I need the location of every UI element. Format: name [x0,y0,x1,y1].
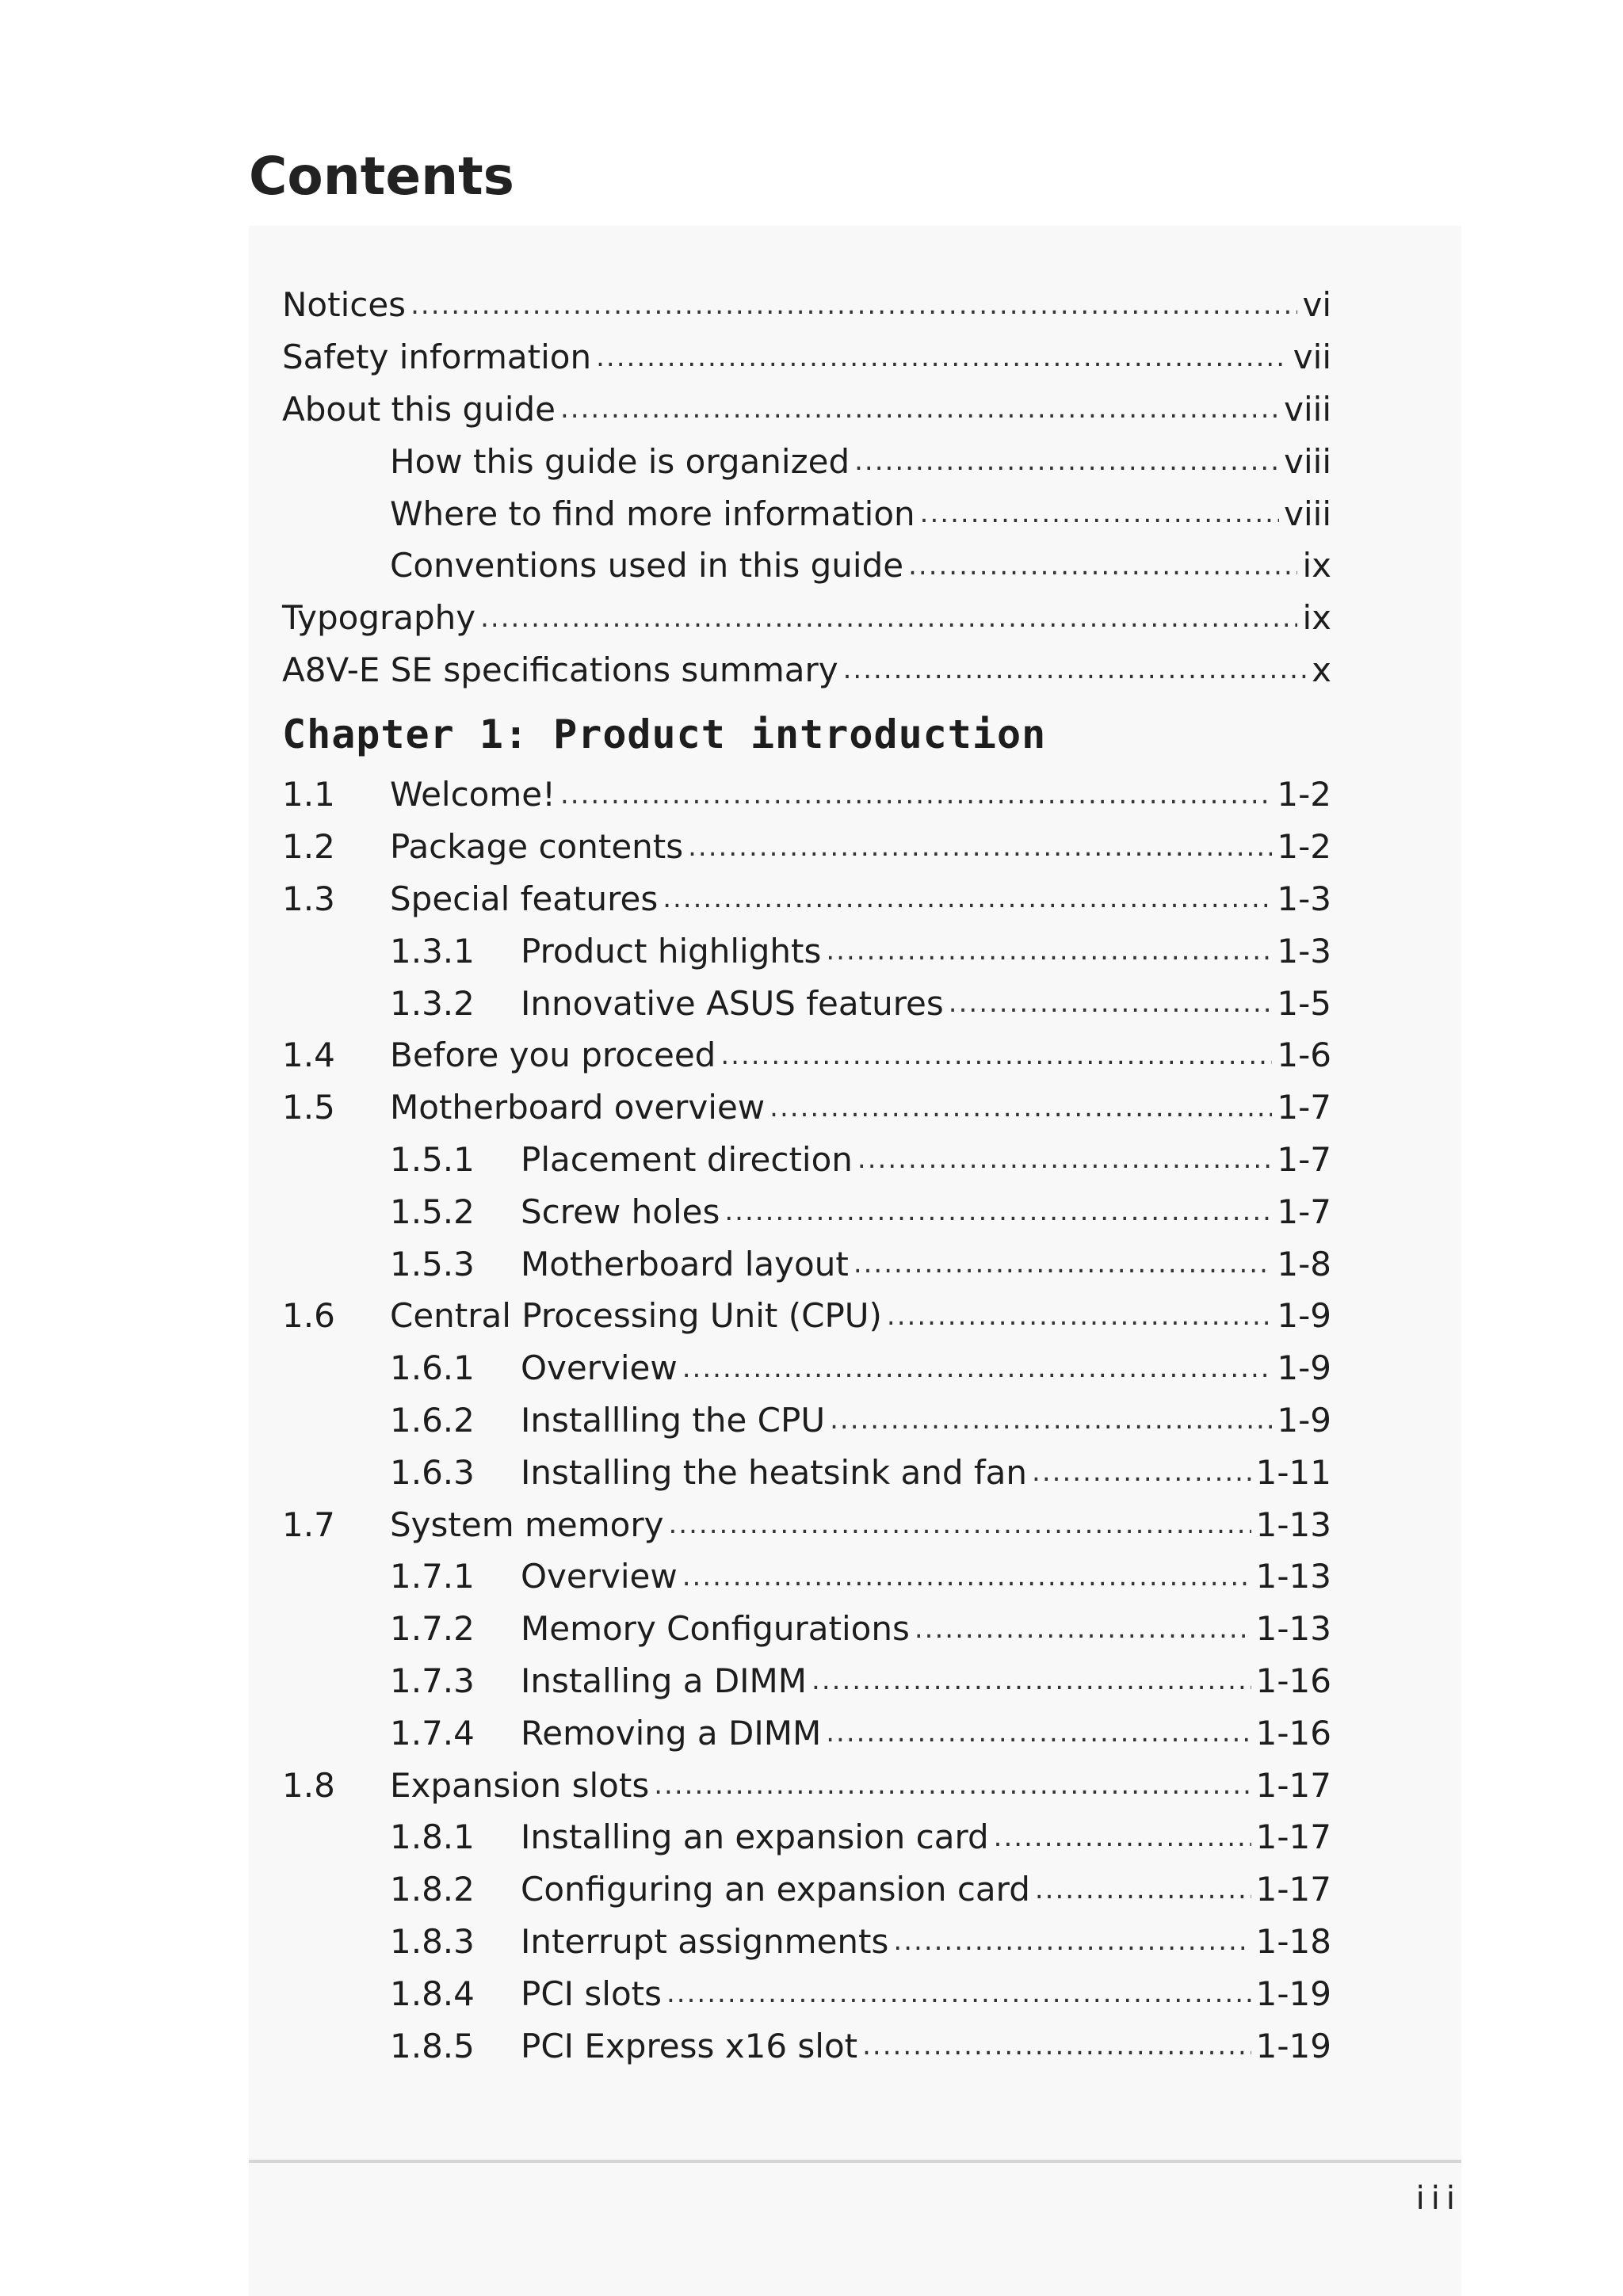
toc-entry [282,592,1331,644]
toc-entry [282,1550,1331,1603]
entry-title: Notices [282,285,407,325]
entry-title: Special features [390,879,659,918]
entry-title: Safety information [282,338,592,377]
toc-entry [282,1185,1331,1238]
toc-entry [282,383,1331,436]
entry-number: 1.5 [282,1088,335,1127]
entry-page: 1-13 [1255,1609,1331,1649]
entry-title: Motherboard overview [390,1088,766,1127]
toc-entry [282,1290,1331,1342]
dot-leader [560,393,1279,425]
dot-leader [915,1613,1251,1645]
entry-page: 1-17 [1255,1870,1331,1909]
entry-title: A8V-E SE specifications summary [282,650,838,689]
entry-page: 1-13 [1255,1505,1331,1544]
toc-entry [282,1029,1331,1081]
entry-page: 1-9 [1277,1400,1331,1440]
toc-entry [282,1916,1331,1968]
entry-number: 1.7.4 [390,1713,475,1753]
toc-entry [282,1759,1331,1811]
entry-title: PCI Express x16 slot [521,2026,858,2065]
entry-page: 1-8 [1277,1244,1331,1283]
entry-page: 1-2 [1277,775,1331,814]
entry-page: 1-18 [1255,1921,1331,1961]
entry-title: Where to find more information [390,494,915,533]
dot-leader [688,831,1272,863]
entry-number: 1.3 [282,879,335,918]
entry-number: 1.2 [282,827,335,867]
footer-rule [249,2160,1461,2163]
dot-leader [1032,1456,1251,1488]
dot-leader [893,1925,1251,1957]
entry-page: 1-5 [1277,983,1331,1023]
dot-leader [682,1352,1273,1384]
dot-leader [654,1769,1251,1801]
entry-page: 1-3 [1277,931,1331,971]
entry-title: Overview [521,1557,678,1596]
toc-entry [282,1603,1331,1655]
entry-number: 1.7.2 [390,1609,475,1649]
toc-entry [282,279,1331,331]
entry-page: viii [1284,494,1331,533]
entry-title: Removing a DIMM [521,1713,822,1753]
entry-page: 1-3 [1277,879,1331,918]
dot-leader [560,779,1272,810]
dot-leader [908,550,1297,582]
dot-leader [830,1404,1272,1436]
dot-leader [666,1978,1251,2009]
dot-leader [857,1143,1272,1175]
chapter-entry-list [282,769,1331,2072]
entry-page: ix [1302,598,1331,638]
toc-entry [282,977,1331,1029]
dot-leader [826,1717,1251,1749]
dot-leader [862,2030,1251,2061]
entry-title: Configuring an expansion card [521,1870,1030,1909]
entry-title: Interrupt assignments [521,1921,889,1961]
entry-title: Central Processing Unit (CPU) [390,1296,882,1336]
front-matter-list [282,279,1331,696]
entry-title: PCI slots [521,1974,662,2013]
dot-leader [411,289,1297,321]
toc-entry [282,1707,1331,1759]
chapter-heading: Chapter 1: Product introduction [282,711,1047,757]
entry-page: 1-17 [1255,1765,1331,1805]
toc-entry [282,1498,1331,1550]
toc-entry [282,1238,1331,1290]
toc-entry [282,1081,1331,1134]
dot-leader [668,1508,1251,1540]
entry-title: Screw holes [521,1192,720,1231]
dot-leader [920,498,1279,529]
entry-page: 1-19 [1255,2026,1331,2065]
entry-title: Placement direction [521,1139,853,1179]
toc-entry [282,540,1331,592]
dot-leader [826,935,1272,967]
entry-title: About this guide [282,389,556,429]
toc-entry [282,331,1331,383]
entry-page: 1-16 [1255,1713,1331,1753]
entry-page: 1-13 [1255,1557,1331,1596]
entry-title: Before you proceed [390,1035,716,1075]
toc-entry [282,435,1331,487]
entry-title: Innovative ASUS features [521,983,944,1023]
entry-page: 1-9 [1277,1348,1331,1388]
dot-leader [854,445,1279,477]
entry-page: x [1312,650,1331,689]
entry-number: 1.7 [282,1505,335,1544]
dot-leader [854,1248,1273,1280]
toc-entry [282,925,1331,977]
entry-number: 1.6.1 [390,1348,475,1388]
entry-page: 1-7 [1277,1088,1331,1127]
entry-number: 1.3.2 [390,983,475,1023]
entry-title: Motherboard layout [521,1244,849,1283]
entry-number: 1.7.3 [390,1661,475,1700]
entry-number: 1.8.5 [390,2026,475,2065]
toc-entry [282,1342,1331,1394]
toc-entry [282,1394,1331,1447]
entry-title: Expansion slots [390,1765,650,1805]
entry-title: Package contents [390,827,684,867]
dot-leader [812,1665,1251,1696]
entry-page: vi [1302,285,1331,325]
dot-leader [663,883,1272,914]
entry-number: 1.6.2 [390,1400,475,1440]
entry-number: 1.8.1 [390,1817,475,1857]
toc-entry [282,769,1331,821]
entry-title: How this guide is organized [390,441,850,481]
entry-page: vii [1293,338,1331,377]
entry-number: 1.8 [282,1765,335,1805]
entry-title: System memory [390,1505,664,1544]
entry-number: 1.8.3 [390,1921,475,1961]
toc-entry [282,1134,1331,1186]
toc-entry [282,1811,1331,1863]
entry-title: Overview [521,1348,678,1388]
toc-entry [282,2019,1331,2072]
page-title: Contents [249,146,514,207]
entry-title: Memory Configurations [521,1609,910,1649]
entry-title: Conventions used in this guide [390,546,904,585]
entry-page: 1-16 [1255,1661,1331,1700]
entry-number: 1.5.2 [390,1192,475,1231]
entry-number: 1.8.4 [390,1974,475,2013]
entry-page: 1-17 [1255,1817,1331,1857]
entry-number: 1.8.2 [390,1870,475,1909]
entry-number: 1.3.1 [390,931,475,971]
entry-page: viii [1284,389,1331,429]
entry-page: viii [1284,441,1331,481]
entry-number: 1.1 [282,775,335,814]
toc-entry [282,873,1331,925]
entry-title: Installing an expansion card [521,1817,989,1857]
entry-page: ix [1302,546,1331,585]
entry-title: Installling the CPU [521,1400,826,1440]
dot-leader [480,602,1297,634]
dot-leader [887,1300,1272,1332]
toc-entry [282,1863,1331,1916]
entry-number: 1.7.1 [390,1557,475,1596]
dot-leader [994,1821,1251,1853]
page-number: iii [1415,2180,1461,2217]
entry-number: 1.5.1 [390,1139,475,1179]
entry-page: 1-7 [1277,1192,1331,1231]
entry-title: Typography [282,598,476,638]
entry-title: Installing the heatsink and fan [521,1452,1028,1492]
dot-leader [949,987,1273,1019]
entry-title: Installing a DIMM [521,1661,808,1700]
entry-title: Welcome! [390,775,556,814]
dot-leader [843,654,1308,685]
toc-entry [282,1446,1331,1498]
dot-leader [1035,1874,1251,1905]
dot-leader [769,1092,1272,1123]
dot-leader [682,1561,1251,1592]
entry-number: 1.5.3 [390,1244,475,1283]
dot-leader [724,1196,1272,1227]
entry-page: 1-11 [1255,1452,1331,1492]
toc-entry [282,487,1331,540]
toc-entry [282,1967,1331,2019]
toc-entry [282,1655,1331,1707]
entry-number: 1.6.3 [390,1452,475,1492]
entry-number: 1.6 [282,1296,335,1336]
dot-leader [720,1039,1272,1071]
toc-entry [282,821,1331,873]
entry-page: 1-7 [1277,1139,1331,1179]
entry-title: Product highlights [521,931,822,971]
entry-page: 1-2 [1277,827,1331,867]
toc-entry [282,644,1331,696]
entry-page: 1-19 [1255,1974,1331,2013]
entry-page: 1-6 [1277,1035,1331,1075]
entry-number: 1.4 [282,1035,335,1075]
entry-page: 1-9 [1277,1296,1331,1336]
dot-leader [596,341,1289,373]
